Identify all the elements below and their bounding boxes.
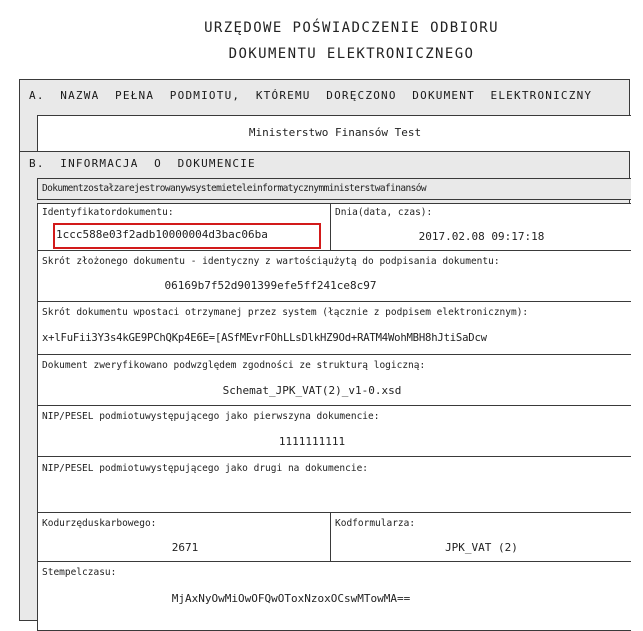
date-value: 2017.02.08 09:17:18 — [418, 230, 545, 243]
nip-first-field — [37, 405, 631, 457]
nip-second-label: NIP/PESEL podmiotuwystępującego jako drugi na dokumencie: — [42, 463, 369, 474]
section-a — [19, 79, 630, 152]
hash-field — [37, 250, 631, 302]
doc-id-label: Identyfikatordokumentu: — [42, 207, 174, 218]
section-b-label: B. INFORMACJA O DOKUMENCIE — [29, 157, 256, 170]
tax-office-label: Kodurzęduskarbowego: — [42, 518, 157, 529]
recipient-name-field — [37, 115, 631, 152]
hash-value: 06169b7f52d901399efe5ff241ce8c97 — [164, 279, 377, 292]
timestamp-field — [37, 561, 631, 631]
recipient-name-value: Ministerstwo Finansów Test — [248, 126, 422, 139]
verified-field — [37, 354, 631, 406]
document-title-line2: DOKUMENTU ELEKTRONICZNEGO — [228, 46, 475, 62]
document-title-line1: URZĘDOWE POŚWIADCZENIE ODBIORU — [204, 20, 499, 36]
timestamp-value: MjAxNyOwMiOwOFQwOToxNzoxOCswMTowMA== — [171, 592, 411, 605]
doc-id-value[interactable]: 1ccc588e03f2adb10000004d3bac06ba — [56, 228, 268, 241]
form-code-value: JPK_VAT (2) — [445, 541, 518, 554]
section-a-label: A. NAZWA PEŁNA PODMIOTU, KTÓREMU DORĘCZONO DOKUMENT ELEKTRONICZNY — [29, 89, 593, 102]
registration-note-row — [37, 178, 631, 200]
section-b — [19, 151, 630, 621]
form-code-label: Kodformularza: — [335, 518, 416, 529]
timestamp-label: Stempelczasu: — [42, 567, 117, 578]
hash-label: Skrót złożonego dokumentu - identyczny z wartościąużytą do podpisania dokumentu: — [42, 256, 500, 267]
received-hash-value: x+lFuFii3Y3s4kGE9PChQKp4E6E=[ASfMEvrFOhLLsDlkHZ9Od+RATM4WohMBH8hJtiSaDcw — [42, 332, 487, 344]
received-hash-label: Skrót dokumentu wpostaci otrzymanej przez system (łącznie z podpisem elektronicznym): — [42, 307, 529, 318]
nip-first-value: 1111111111 — [278, 435, 346, 448]
date-label: Dnia(data, czas): — [335, 207, 433, 218]
nip-first-label: NIP/PESEL podmiotuwystępującego jako pierwszyna dokumencie: — [42, 411, 380, 422]
tax-office-value: 2671 — [171, 541, 199, 554]
received-hash-field — [37, 301, 631, 355]
nip-second-field — [37, 456, 631, 513]
date-field — [330, 203, 631, 251]
registration-note: Dokumentzostałzarejestrowanywsystemieteleinformatycznymministerstwafinansów — [42, 183, 426, 194]
doc-id-highlight-box — [53, 223, 321, 249]
tax-office-field — [37, 512, 331, 562]
form-code-field — [330, 512, 631, 562]
verified-value: Schemat_JPK_VAT(2)_v1-0.xsd — [222, 384, 402, 397]
verified-label: Dokument zweryfikowano podwzględem zgodności ze strukturą logiczną: — [42, 360, 426, 371]
